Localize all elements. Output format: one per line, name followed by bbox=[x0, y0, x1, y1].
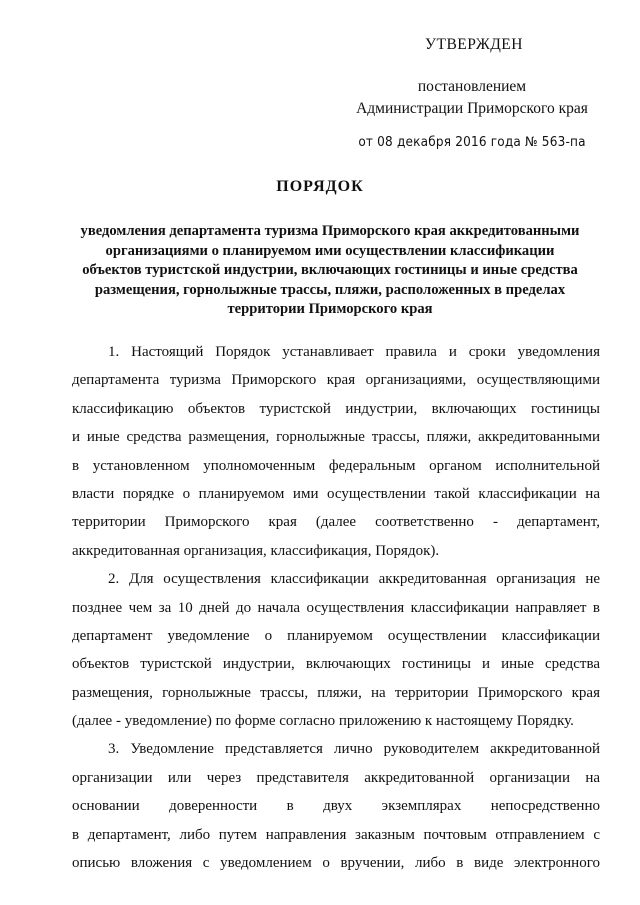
body-text-line: объектов туристской индустрии, включающих гостиницы и иные средства bbox=[72, 656, 600, 673]
body-text-line: размещения, горнолыжные трассы, пляжи, на территории Приморского края bbox=[72, 684, 600, 701]
body-text-line: и иные средства размещения, горнолыжные трассы, пляжи, аккредитованными bbox=[72, 429, 600, 446]
subtitle-line: размещения, горнолыжные трассы, пляжи, расположенных в пределах bbox=[94, 281, 566, 298]
body-text-line: позднее чем за 10 дней до начала осуществления классификации направляет в bbox=[72, 599, 600, 616]
approval-date-number: от 08 декабря 2016 года № 563-па bbox=[358, 135, 586, 150]
subtitle-line: организациями о планируемом ими осуществлении классификации bbox=[105, 242, 555, 259]
body-text-line: основании доверенности в двух экземплярах непосредственно bbox=[72, 798, 600, 815]
approval-block bbox=[332, 34, 612, 154]
approval-line-authority: Администрации Приморского края bbox=[356, 100, 588, 117]
body-text-line: в департамент, либо путем направления заказным почтовым отправлением с bbox=[72, 826, 600, 843]
body-text-line: власти порядке о планируемом ими осуществлении такой классификации на bbox=[72, 485, 600, 502]
body-text-line: описью вложения с уведомлением о вручении, либо в виде электронного bbox=[72, 855, 600, 872]
approval-title: УТВЕРЖДЕН bbox=[425, 36, 523, 53]
body-text-line: в установленном уполномоченным федеральным органом исполнительной bbox=[72, 457, 600, 474]
body-text-line: аккредитованная организация, классификация, Порядок). bbox=[72, 542, 440, 559]
subtitle-line: территории Приморского края bbox=[227, 301, 433, 317]
body-text-line: организации или через представителя аккредитованной организации на bbox=[72, 769, 600, 786]
body-text-line: классификацию объектов туристской индустрии, включающих гостиницы bbox=[72, 400, 600, 417]
document-subtitle bbox=[60, 222, 600, 320]
body-text-line: департамент уведомление о планируемом осуществлении классификации bbox=[72, 627, 600, 644]
body-text-line: территории Приморского края (далее соответственно - департамент, bbox=[72, 514, 600, 531]
body-text-line: (далее - уведомление) по форме согласно приложению к настоящему Порядку. bbox=[72, 713, 574, 730]
document-title: ПОРЯДОК bbox=[276, 178, 364, 195]
document-body bbox=[72, 338, 600, 877]
body-text-line: 2. Для осуществления классификации аккредитованная организация не bbox=[108, 571, 600, 588]
subtitle-line: уведомления департамента туризма Приморского края аккредитованными bbox=[80, 223, 580, 239]
body-text-line: 1. Настоящий Порядок устанавливает правила и сроки уведомления bbox=[108, 344, 600, 360]
body-text-line: департамента туризма Приморского края организациями, осуществляющими bbox=[72, 372, 600, 389]
approval-line-decree: постановлением bbox=[417, 78, 527, 95]
body-text-line: 3. Уведомление представляется лично руководителем аккредитованной bbox=[108, 741, 600, 758]
subtitle-line: объектов туристской индустрии, включающих гостиницы и иные средства bbox=[82, 262, 578, 278]
